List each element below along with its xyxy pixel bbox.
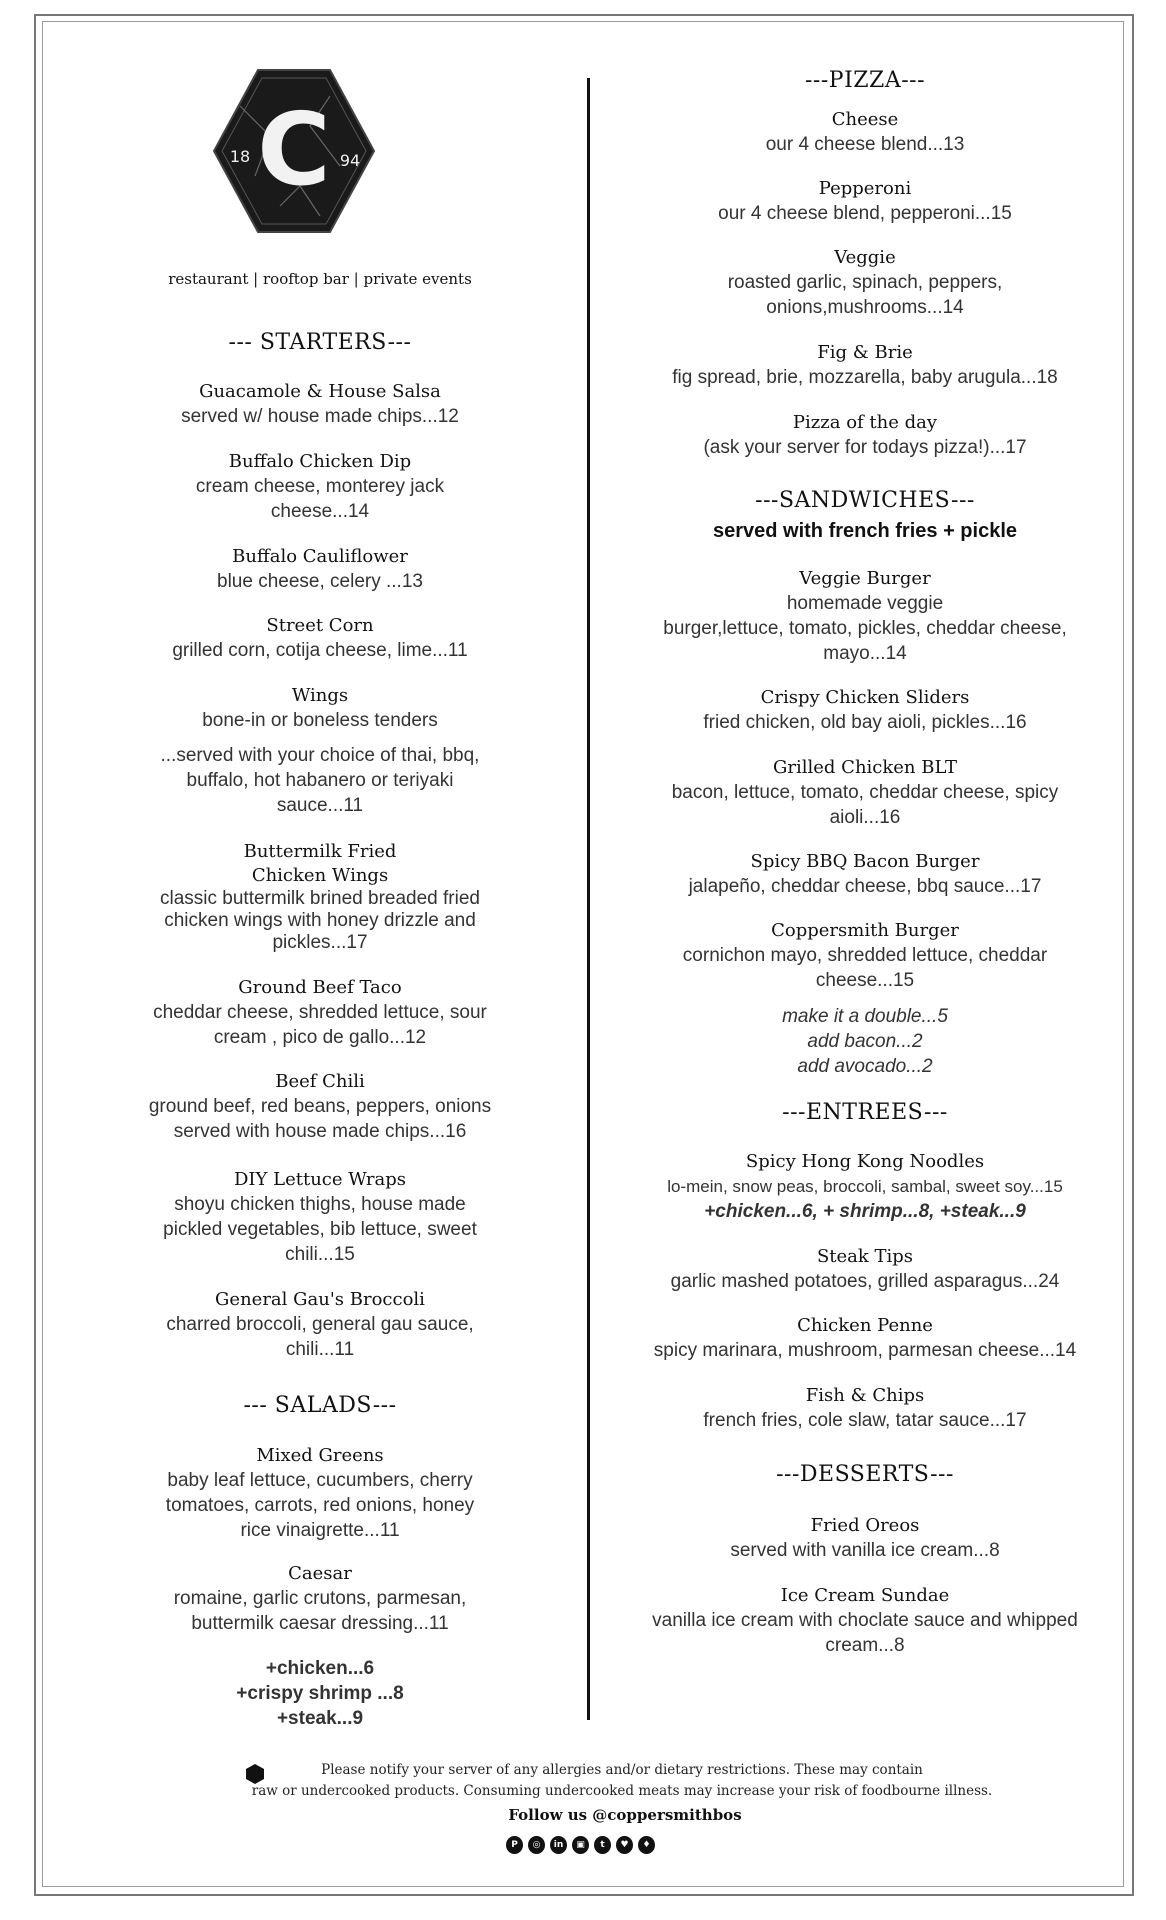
item-desc: bacon, lettuce, tomato, cheddar cheese, spicy [671,782,1059,803]
item-desc: roasted garlic, spinach, peppers, [727,272,1003,293]
addon: +steak...9 [276,1708,364,1729]
sandwich-options [640,1004,1090,1079]
item-desc: served with house made chips...16 [173,1121,467,1142]
item-desc: pickled vegetables, bib lettuce, sweet [163,1219,477,1240]
item-desc: mayo...14 [823,643,907,664]
item-desc: chili...15 [285,1244,355,1265]
menu-item [640,1245,1090,1294]
item-name: Ground Beef Taco [238,977,402,998]
section-starters-heading: --- STARTERS--- [228,330,412,355]
item-desc: baby leaf lettuce, cucumbers, cherry [167,1470,473,1491]
follow-us[interactable]: Follow us @coppersmithbos [508,1806,742,1824]
tumblr-icon[interactable]: t [594,1836,611,1854]
item-desc: romaine, garlic crutons, parmesan, [173,1588,467,1609]
item-name: Ice Cream Sundae [780,1585,950,1606]
item-desc: served with vanilla ice cream...8 [730,1540,1000,1561]
menu-item [134,380,506,429]
notice-line: raw or undercooked products. Consuming undercooked meats may increase your risk of foodbourne illness. [251,1783,993,1799]
column-divider [587,78,590,1720]
item-name: Pepperoni [818,178,912,199]
item-desc: our 4 cheese blend, pepperoni...15 [718,203,1012,224]
menu-item [640,686,1090,735]
menu-item [640,756,1090,830]
menu-item [134,450,506,524]
menu-item [134,545,506,594]
logo-letter: C [257,91,331,208]
pinterest-icon[interactable]: P [506,1836,523,1854]
item-addons: +chicken...6, + shrimp...8, +steak...9 [704,1201,1026,1222]
item-desc: tomatoes, carrots, red onions, honey [165,1495,475,1516]
item-name: Spicy BBQ Bacon Burger [750,851,980,872]
item-desc: bone-in or boneless tenders [202,710,438,731]
heart-icon[interactable]: ♥ [616,1836,633,1854]
menu-item [640,919,1090,993]
item-name: Spicy Hong Kong Noodles [745,1151,985,1172]
item-desc: fried chicken, old bay aioli, pickles...16 [703,712,1027,733]
logo-year-right: 94 [339,151,361,170]
menu-item [640,1514,1090,1563]
item-desc: pickles...17 [272,932,368,953]
menu-item [640,567,1090,666]
item-name: Buttermilk Fried [243,841,397,862]
item-name: Beef Chili [275,1071,365,1092]
item-name: Fried Oreos [810,1515,920,1536]
yelp-icon[interactable]: ♦ [638,1836,655,1854]
item-desc: french fries, cole slaw, tatar sauce...17 [703,1410,1027,1431]
item-desc: homemade veggie [786,593,944,614]
option: add bacon...2 [807,1031,923,1052]
item-desc: ground beef, red beans, peppers, onions [148,1096,492,1117]
item-name: Veggie [834,247,896,268]
menu-item [134,976,506,1050]
item-name: Buffalo Chicken Dip [228,451,412,472]
menu-item [134,1562,506,1636]
section-sandwiches-heading: ---SANDWICHES--- [755,488,975,513]
section-desserts-heading: ---DESSERTS--- [776,1462,954,1487]
menu-item [640,177,1090,226]
menu-item [640,1584,1090,1658]
item-name: Pizza of the day [792,412,938,433]
item-name: Steak Tips [816,1246,914,1267]
item-desc: onions,mushrooms...14 [766,297,964,318]
addon: +chicken...6 [265,1658,375,1679]
menu-item [134,1288,506,1362]
item-desc: cornichon mayo, shredded lettuce, cheddar [682,945,1048,966]
menu-item [134,614,506,663]
item-desc: (ask your server for todays pizza!)...17 [703,437,1027,458]
menu-item [640,850,1090,899]
item-name: Caesar [288,1563,352,1584]
item-desc: classic buttermilk brined breaded fried [160,888,480,909]
item-desc: our 4 cheese blend...13 [765,134,965,155]
item-desc: blue cheese, celery ...13 [217,571,423,592]
linkedin-icon[interactable]: in [550,1836,567,1854]
menu-item [640,246,1090,320]
menu-item [640,411,1090,460]
item-name: Cheese [831,109,899,130]
item-desc: fig spread, brie, mozzarella, baby arugula...18 [672,367,1058,388]
item-desc: cream...8 [825,1635,905,1656]
item-desc: cream , pico de gallo...12 [213,1027,427,1048]
allergy-notice [232,1760,1012,1802]
item-name: Chicken Penne [797,1315,933,1336]
menu-item [640,1314,1090,1363]
item-desc: cheese...14 [270,501,370,522]
section-pizza-heading: ---PIZZA--- [804,68,926,93]
social-icons [506,1836,655,1854]
option: add avocado...2 [797,1056,933,1077]
section-entrees-heading: ---ENTREES--- [782,1100,948,1125]
logo-year-left: 18 [229,147,251,166]
menu-item [134,840,506,954]
item-desc: lo-mein, snow peas, broccoli, sambal, sweet soy...15 [667,1177,1063,1196]
item-name: Coppersmith Burger [771,920,959,941]
sandwiches-subheading: served with french fries + pickle [712,520,1017,542]
salad-addons [134,1656,506,1731]
notice-line: Please notify your server of any allergies and/or dietary restrictions. These may contain [321,1762,923,1778]
item-name: Guacamole & House Salsa [199,381,441,402]
item-desc: sauce...11 [276,795,364,816]
item-name: Chicken Wings [251,865,389,886]
item-desc: vanilla ice cream with choclate sauce and whipped [652,1610,1078,1631]
menu-item [134,684,506,818]
item-desc: buffalo, hot habanero or teriyaki [186,770,454,791]
coppersmith-logo [210,66,378,236]
item-name: Fish & Chips [805,1385,925,1406]
menu-item [134,1168,506,1267]
item-desc: ...served with your choice of thai, bbq, [160,745,480,766]
addon: +crispy shrimp ...8 [236,1683,404,1704]
menu-item [134,1444,506,1543]
item-desc: garlic mashed potatoes, grilled asparagus...24 [670,1271,1060,1292]
menu-item [640,108,1090,157]
item-desc: spicy marinara, mushroom, parmesan cheese...14 [653,1340,1077,1361]
item-name: Wings [291,685,349,706]
foursquare-icon[interactable]: ▣ [572,1836,589,1854]
item-desc: jalapeño, cheddar cheese, bbq sauce...17 [688,876,1042,897]
menu-item [640,1150,1090,1224]
item-desc: burger,lettuce, tomato, pickles, cheddar cheese, [663,618,1067,639]
item-desc: served w/ house made chips...12 [181,406,459,427]
menu-item [134,1070,506,1144]
item-desc: charred broccoli, general gau sauce, [166,1314,474,1335]
item-name: Street Corn [266,615,374,636]
item-desc: grilled corn, cotija cheese, lime...11 [172,640,468,661]
item-name: DIY Lettuce Wraps [233,1169,407,1190]
item-name: Crispy Chicken Sliders [760,687,970,708]
item-desc: chili...11 [285,1339,355,1360]
item-desc: cheese...15 [815,970,915,991]
item-desc: shoyu chicken thighs, house made [174,1194,466,1215]
item-desc: chicken wings with honey drizzle and [164,910,476,931]
instagram-icon[interactable]: ◎ [528,1836,545,1854]
item-desc: cheddar cheese, shredded lettuce, sour [153,1002,487,1023]
menu-item [640,341,1090,390]
item-desc: buttermilk caesar dressing...11 [191,1613,449,1634]
tagline: restaurant | rooftop bar | private events [168,270,472,288]
item-name: Veggie Burger [799,568,931,589]
item-name: Grilled Chicken BLT [773,757,957,778]
item-name: Mixed Greens [256,1445,384,1466]
section-salads-heading: --- SALADS--- [243,1393,397,1418]
option: make it a double...5 [782,1006,948,1027]
item-desc: aioli...16 [829,807,901,828]
item-desc: rice vinaigrette...11 [240,1520,400,1541]
item-desc: cream cheese, monterey jack [195,476,445,497]
item-name: General Gau's Broccoli [215,1289,425,1310]
item-name: Buffalo Cauliflower [232,546,408,567]
menu-item [640,1384,1090,1433]
item-name: Fig & Brie [817,342,913,363]
